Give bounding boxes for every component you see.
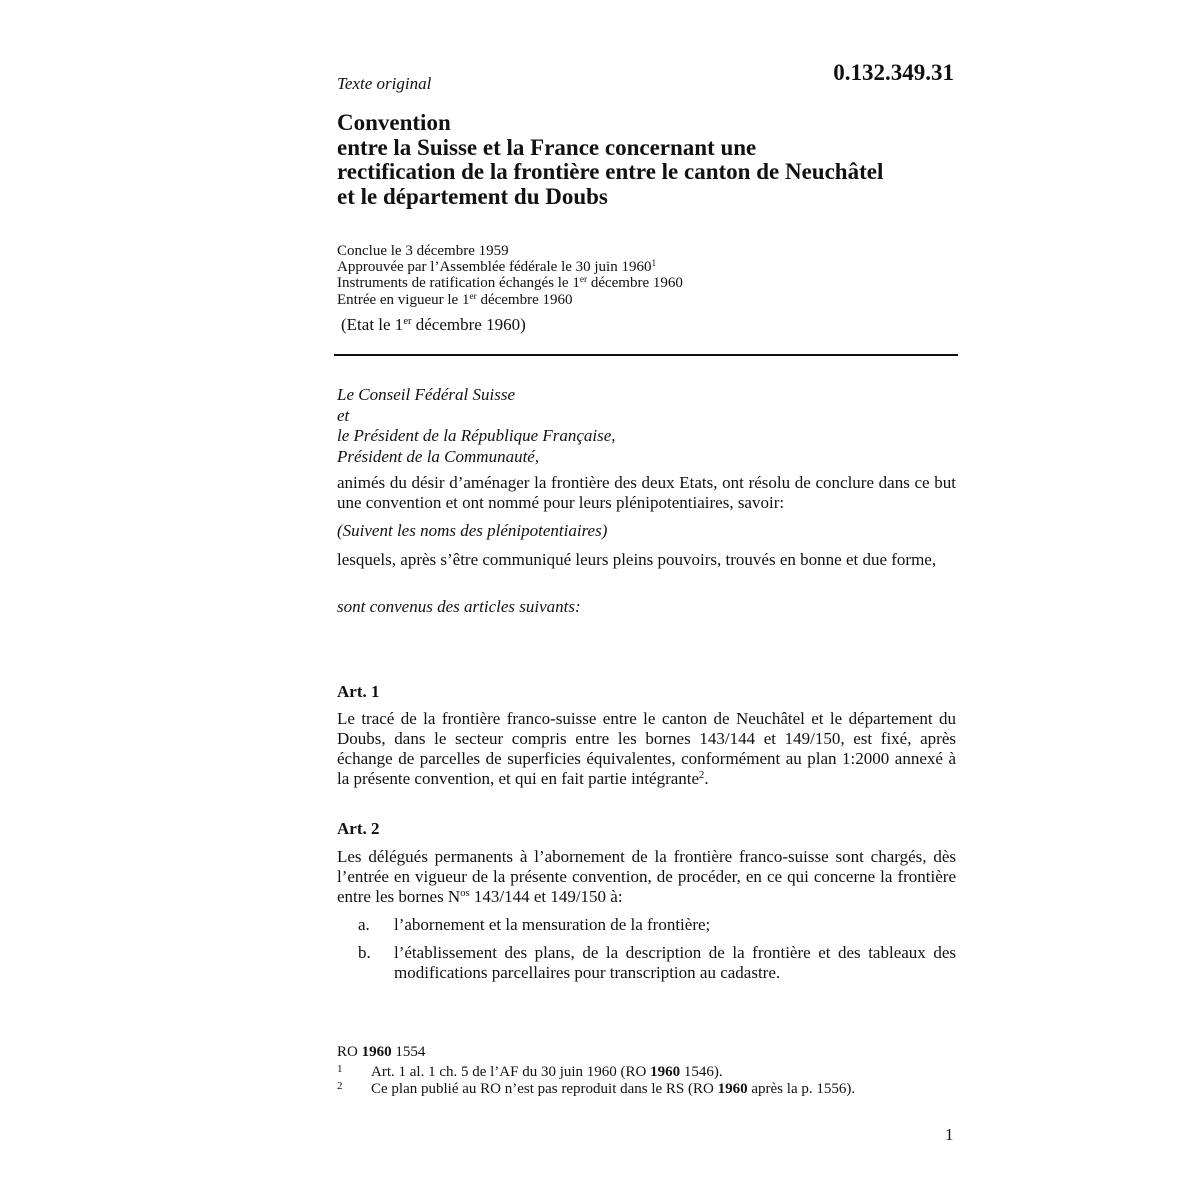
- concluded-date: Conclue le 3 décembre 1959: [337, 243, 509, 259]
- list-marker: a.: [358, 915, 370, 934]
- list-item-text: l’abornement et la mensuration de la frontière;: [394, 915, 711, 934]
- entry-into-force-date: Entrée en vigueur le 1er décembre 1960: [337, 291, 573, 308]
- footnote-text: Ce plan publié au RO n’est pas reproduit dans le RS (RO 1960 après la p. 1556).: [371, 1081, 856, 1097]
- footnote-number: 2: [337, 1080, 343, 1092]
- approval-date: Approuvée par l’Assemblée fédérale le 30 juin 1960$^1$: [337, 259, 657, 276]
- footnote-text: Art. 1 al. 1 ch. 5 de l’AF du 30 juin 1960 (RO 1960 1546).: [371, 1064, 723, 1080]
- title-line: Convention: [337, 110, 451, 135]
- footnote: [337, 1064, 723, 1080]
- status-date: (Etat le 1er décembre 1960): [341, 315, 526, 334]
- list-item-text: l’établissement des plans, de la description de la frontière et des tableaux des modifications parcellaires pour transcription au cadastre.: [394, 943, 956, 982]
- list-item: [337, 915, 956, 935]
- party-line: Président de la Communauté,: [337, 446, 540, 466]
- list-item: [337, 943, 956, 983]
- preamble-paragraph: lesquels, après s’être communiqué leurs pleins pouvoirs, trouvés en bonne et due forme,: [337, 550, 937, 569]
- horizontal-divider: [334, 354, 958, 356]
- article-heading: Art. 2: [337, 819, 380, 838]
- agreed-articles-intro: sont convenus des articles suivants:: [337, 597, 581, 616]
- original-text-label: Texte original: [337, 74, 432, 93]
- footnote-number: 1: [337, 1063, 343, 1075]
- metadata-block: [337, 243, 683, 308]
- title-line: rectification de la frontière entre le canton de Neuchâtel: [337, 159, 884, 184]
- article-text: Le tracé de la frontière franco-suisse entre le canton de Neuchâtel et le département du Doubs, dans le secteur compris entre les bornes 143/144 et 149/150, est fixé, après échange de parcelles de superficies équivalentes, conformément au plan 1:2000 annexé à la présente convention, et qui en fait partie intégrante$^2$.: [337, 709, 956, 788]
- party-line: Le Conseil Fédéral Suisse: [337, 385, 516, 404]
- contracting-parties: [337, 385, 616, 467]
- party-line: et: [337, 405, 350, 425]
- footnote-ref: 1: [651, 259, 657, 270]
- article-heading: Art. 1: [337, 682, 380, 701]
- title-line: et le département du Doubs: [337, 183, 608, 209]
- preamble-paragraph: animés du désir d’aménager la frontière des deux Etats, ont résolu de conclure dans ce but une convention et ont nommé pour leurs plénipotentiaires, savoir:: [337, 473, 956, 512]
- document-title: [337, 111, 977, 209]
- party-line: le Président de la République Française,: [337, 426, 616, 445]
- footnote: [337, 1081, 855, 1097]
- article-text: Les délégués permanents à l’abornement de la frontière franco-suisse sont chargés, dès l’entrée en vigueur de la présente convention, de procéder, en ce qui concerne la frontière entre les bornes $N^{os}$ 143/144 et 149/150 à:: [337, 847, 956, 906]
- official-compilation-reference: RO 1960 1554: [337, 1044, 426, 1060]
- ratification-date: Instruments de ratification échangés le 1er décembre 1960: [337, 275, 683, 292]
- sr-number: 0.132.349.31: [833, 60, 954, 85]
- plenipotentiaries-note: (Suivent les noms des plénipotentiaires): [337, 521, 608, 540]
- page-number: 1: [945, 1125, 954, 1144]
- footnote-ref: 2: [699, 770, 705, 782]
- list-marker: b.: [358, 943, 371, 962]
- title-line: entre la Suisse et la France concernant une: [337, 134, 757, 160]
